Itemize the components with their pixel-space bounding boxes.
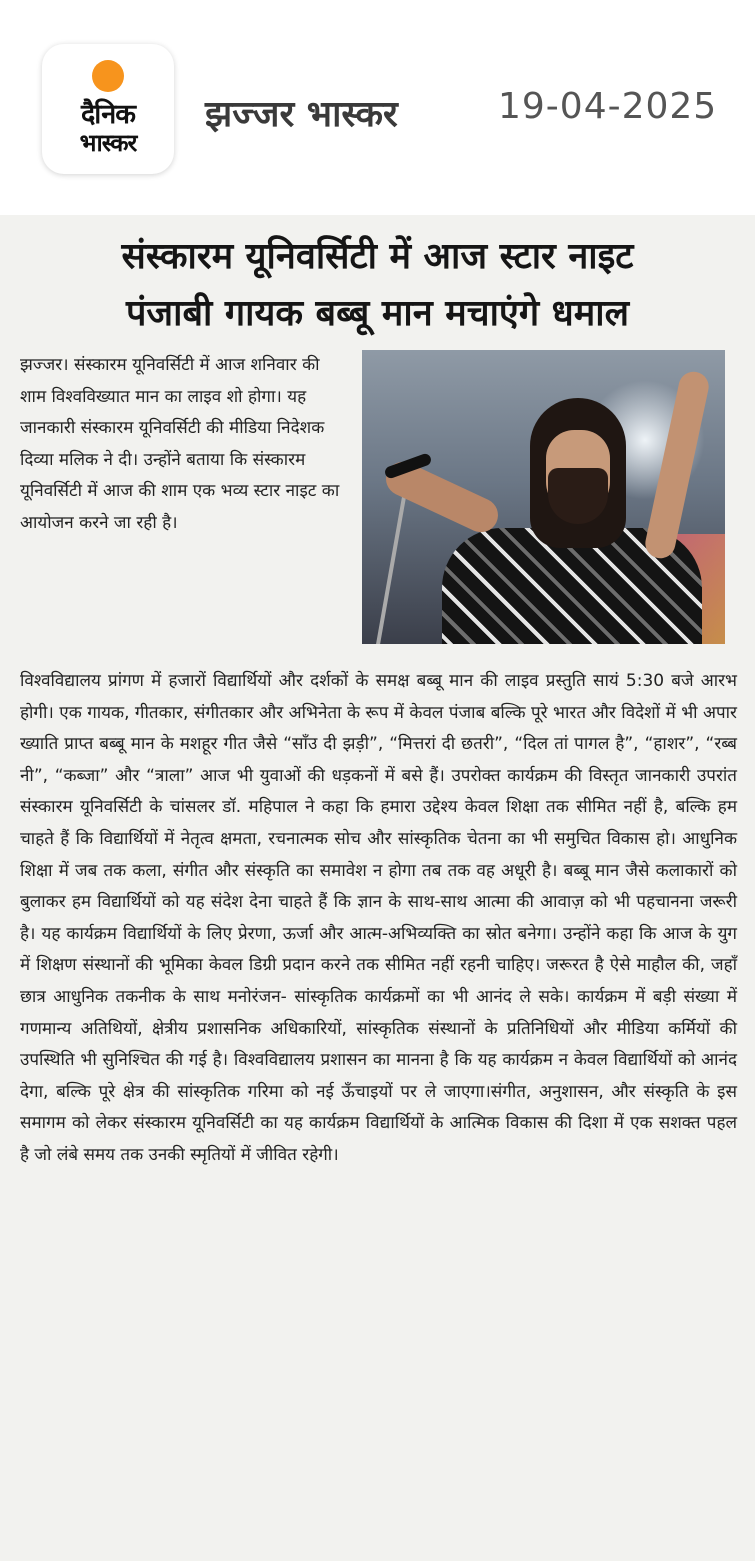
body-paragraph: विश्वविद्यालय प्रांगण में हजारों विद्यार्थियों और दर्शकों के समक्ष बब्बू मान की लाइव प्रस्तुति सायं 5:30 बजे आरभ होगी। एक गायक, गीतकार, संगीतकार और अभिनेता के रूप में केवल पंजाब बल्कि पूरे भारत और विदेशों में भी अपार ख्याति प्राप्त बब्बू मान के मशहूर गीत जैसे “साँउ दी झड़ी”, “मित्तरां दी छतरी”, “दिल तां पागल है”, “हाशर”, “रब्ब नी”, “कब्जा” और “त्राला” आज भी युवाओं की धड़कनों में बसे हैं। उपरोक्त कार्यक्रम की विस्तृत जानकारी उपरांत संस्कारम यूनिवर्सिटी के चांसलर डॉ. महिपाल ने कहा कि हमारा उद्देश्य केवल शिक्षा तक सीमित नहीं है, बल्कि हम चाहते हैं कि विद्यार्थियों में नेतृत्व क्षमता, रचनात्मक सोच और सांस्कृतिक चेतना का भी समुचित विकास हो। आधुनिक शिक्षा में जब तक कला, संगीत और संस्कृति का समावेश न होगा तब तक वह अधूरी है। बब्बू मान जैसे कलाकारों को बुलाकर हम विद्यार्थियों को यह संदेश देना चाहते हैं कि ज्ञान के साथ-साथ आत्मा की आवाज़ को भी पहचानना जरूरी है। यह कार्यक्रम विद्यार्थियों के लिए प्रेरणा, ऊर्जा और आत्म-अभिव्यक्ति का स्रोत बनेगा। उन्होंने कहा कि आज के युग में शिक्षण संस्थानों की भूमिका केवल डिग्री प्रदान करने तक सीमित नहीं रहनी चाहिए। जरूरत है ऐसे माहौल की, जहाँ छात्र आधुनिक तकनीक के साथ मनोरंजन- सांस्कृतिक कार्यक्रमों का भी आनंद ले सके। कार्यक्रम में बड़ी संख्या में गणमान्य अतिथियों, क्षेत्रीय प्रशासनिक अधिकारियों, सांस्कृतिक संस्थानों के प्रतिनिधियों और मीडिया कर्मियों की उपस्थिति भी सुनिश्चित की गई है। विश्वविद्यालय प्रशासन का मानना है कि यह कार्यक्रम न केवल विद्यार्थियों को आनंद देगा, बल्कि पूरे क्षेत्र की सांस्कृतिक गरिमा को नई ऊँचाइयों पर ले जाएगा।संगीत, अनुशासन, और संस्कृति के इस समागम को लेकर संस्कारम यूनिवर्सिटी का यह कार्यक्रम विद्यार्थियों के आत्मिक विकास की दिशा में एक सशक्त पहल है जो लंबे समय तक उनकी स्मृतियों में जीवित रहेगी।: [20, 671, 737, 1165]
mic-stand: [375, 481, 408, 644]
logo-text-line1: दैनिक: [80, 99, 136, 130]
dainik-bhaskar-logo[interactable]: [42, 44, 174, 174]
article-headline: [12, 228, 743, 342]
logo-text-line2: भास्कर: [79, 129, 137, 157]
lead-paragraph: झज्जर। संस्कारम यूनिवर्सिटी में आज शनिवार की शाम विश्वविख्यात मान का लाइव शो होगा। यह जानकारी संस्कारम यूनिवर्सिटी की मीडिया निदेशक दिव्या मलिक ने दी। उन्होंने बताया कि संस्कारम यूनिवर्सिटी में आज की शाम एक भव्य स्टार नाइट का आयोजन करने जा रही है।: [20, 355, 340, 533]
headline-line-2: पंजाबी गायक बब्बू मान मचाएंगे धमाल: [125, 293, 630, 334]
headline-line-1: संस्कारम यूनिवर्सिटी में आज स्टार नाइट: [121, 236, 634, 277]
article-photo: [362, 350, 725, 644]
edition-title: झज्जर भास्कर: [205, 94, 398, 135]
page-header: [0, 0, 755, 215]
edition-date: 19-04-2025: [498, 86, 718, 127]
sun-dot-icon: [92, 60, 124, 92]
